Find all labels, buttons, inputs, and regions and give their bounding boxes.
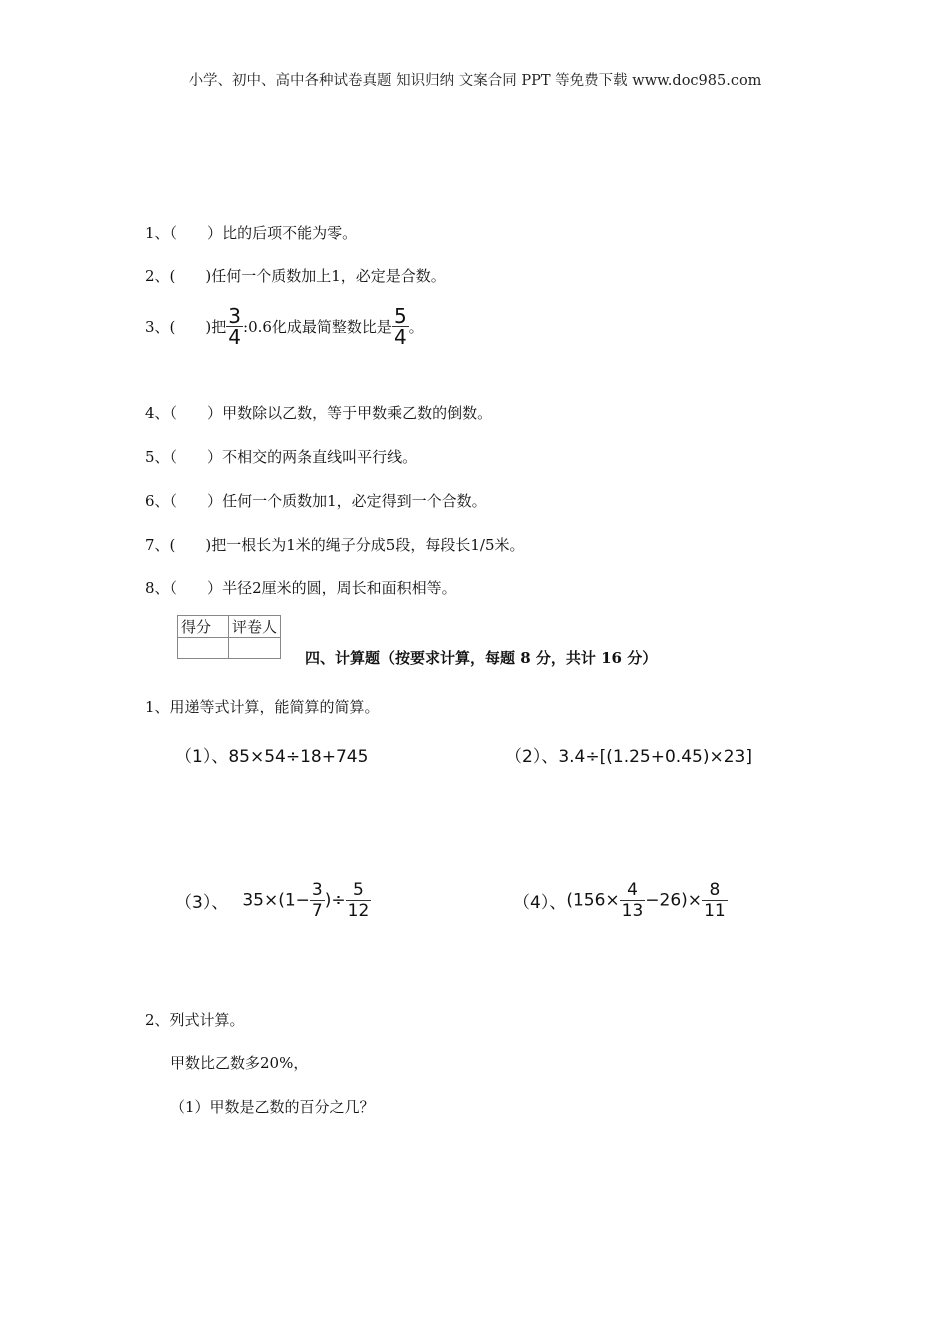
expression-part-a: 35×(1− (242, 890, 310, 911)
item-text-mid: :0.6化成最简整数比是 (243, 318, 392, 336)
section-title: 四、计算题（按要求计算，每题 8 分，共计 16 分） (305, 649, 658, 667)
question-2-condition: 甲数比乙数多20%， (170, 1054, 309, 1072)
grader-cell (229, 638, 281, 659)
question-1-title: 1、用递等式计算，能简算的简算。 (145, 698, 380, 716)
fraction-3-7 (310, 880, 325, 921)
fraction-8-11 (702, 880, 728, 921)
answer-paren: ( ) (169, 318, 212, 336)
item-number: 1、 (145, 224, 170, 242)
answer-paren: （ ） (169, 224, 223, 242)
expression-part-a: (156× (566, 890, 620, 911)
judge-item-2 (145, 265, 446, 286)
score-cell (178, 638, 229, 659)
expression-label: （1）、 (175, 747, 229, 767)
denominator: 4 (228, 325, 242, 349)
fraction-3-4 (226, 306, 243, 347)
expression-4 (513, 880, 728, 921)
item-number: 4、 (145, 404, 170, 422)
question-2-part-1: （1）甲数是乙数的百分之几？ (170, 1098, 375, 1116)
item-number: 8、 (145, 579, 170, 597)
numerator: 3 (228, 304, 242, 328)
score-table-blank-row (178, 638, 281, 659)
answer-paren: （ ） (169, 404, 223, 422)
expression-label: （2）、 (505, 747, 559, 767)
answer-paren: ( ) (169, 536, 212, 554)
item-text: 任何一个质数加1，必定得到一个合数。 (222, 492, 487, 510)
item-number: 5、 (145, 448, 170, 466)
page-header: 小学、初中、高中各种试卷真题 知识归纳 文案合同 PPT 等免费下载 www.doc985.com (188, 73, 762, 89)
item-text: 比的后项不能为零。 (222, 224, 358, 242)
judge-item-8 (145, 577, 457, 598)
fraction-5-4 (392, 306, 409, 347)
expression-label: （3）、 (175, 893, 229, 913)
answer-paren: （ ） (169, 579, 223, 597)
item-text: 半径2厘米的圆，周长和面积相等。 (222, 579, 457, 597)
expression-part-b: )÷ (324, 890, 346, 911)
score-table (177, 615, 281, 659)
denominator: 13 (621, 901, 644, 921)
item-text: 不相交的两条直线叫平行线。 (222, 448, 418, 466)
numerator: 3 (311, 880, 323, 900)
expression-label: （4）、 (513, 893, 567, 913)
item-text-pre: 把 (211, 318, 227, 336)
question-2-title: 2、列式计算。 (145, 1011, 245, 1029)
grader-header: 评卷人 (229, 616, 281, 638)
numerator: 4 (620, 880, 646, 901)
expression-body: 3.4÷[(1.25+0.45)×23] (558, 747, 752, 767)
judge-item-1 (145, 222, 357, 243)
fraction-4-13 (620, 880, 646, 921)
score-table-header (178, 616, 281, 638)
item-number: 3、 (145, 318, 170, 336)
denominator: 4 (393, 325, 407, 349)
item-text: 任何一个质数加上1，必定是合数。 (211, 267, 446, 285)
judge-item-4 (145, 402, 492, 423)
score-header: 得分 (178, 616, 229, 638)
item-text: 甲数除以乙数，等于甲数乘乙数的倒数。 (222, 404, 493, 422)
item-text: 把一根长为1米的绳子分成5段，每段长1/5米。 (211, 536, 525, 554)
numerator: 5 (346, 880, 372, 901)
denominator: 12 (347, 901, 370, 921)
answer-paren: （ ） (169, 492, 223, 510)
numerator: 5 (393, 304, 407, 328)
judge-item-5 (145, 446, 417, 467)
item-text-post: 。 (408, 318, 424, 336)
expression-1 (175, 742, 368, 767)
item-number: 6、 (145, 492, 170, 510)
answer-paren: ( ) (169, 267, 212, 285)
denominator: 11 (704, 901, 726, 921)
expression-part-b: −26)× (645, 890, 703, 911)
item-number: 7、 (145, 536, 170, 554)
expression-3 (175, 880, 371, 921)
item-number: 2、 (145, 267, 170, 285)
answer-paren: （ ） (169, 448, 223, 466)
numerator: 8 (702, 880, 728, 901)
expression-body: 85×54÷18+745 (228, 747, 369, 767)
denominator: 7 (311, 901, 323, 921)
fraction-5-12 (346, 880, 372, 921)
judge-item-3 (145, 306, 424, 347)
expression-2 (505, 742, 752, 767)
judge-item-7 (145, 534, 525, 555)
judge-item-6 (145, 490, 487, 511)
